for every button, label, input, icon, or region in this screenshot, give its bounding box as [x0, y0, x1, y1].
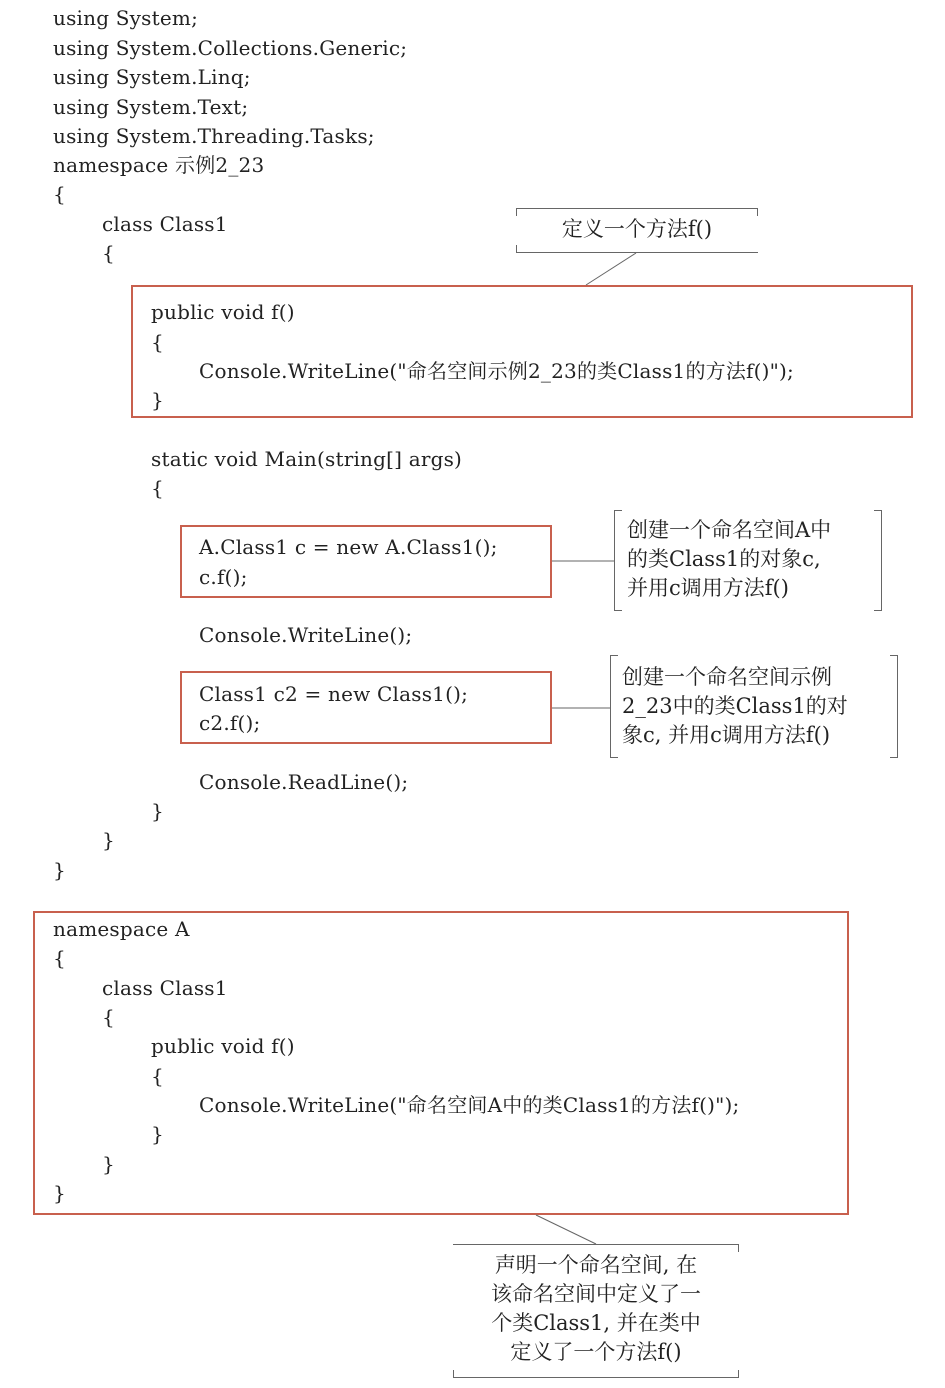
code-line-a-class1-new: A.Class1 c = new A.Class1();: [199, 535, 498, 559]
code-line-brace: }: [53, 1181, 66, 1205]
code-line-console-writeline-2: Console.WriteLine("命名空间A中的类Class1的方法f()");: [199, 1093, 740, 1117]
code-line-console-readline: Console.ReadLine();: [199, 770, 409, 794]
code-line-class1-c2-new: Class1 c2 = new Class1();: [199, 682, 469, 706]
code-line-class1: class Class1: [102, 212, 228, 236]
code-line-public-void-f: public void f(): [151, 1034, 295, 1058]
code-line-using-collections: using System.Collections.Generic;: [53, 36, 408, 60]
code-line-console-writeline-empty: Console.WriteLine();: [199, 623, 413, 647]
code-line-brace: }: [102, 1152, 115, 1176]
callout-1-text: 定义一个方法f(): [561, 217, 713, 241]
connector-line-4: [536, 1215, 596, 1244]
code-line-brace: {: [53, 946, 66, 970]
callout-4-text: 声明一个命名空间, 在 该命名空间中定义了一 个类Class1, 并在类中 定义了一个方法f(): [491, 1253, 701, 1364]
callout-1-bottom-bracket: [516, 245, 758, 253]
code-line-brace: {: [102, 241, 115, 265]
callout-2-right-bracket: [874, 510, 882, 611]
code-line-namespace-example: namespace 示例2_23: [53, 153, 265, 177]
code-line-class1: class Class1: [102, 976, 228, 1000]
code-line-namespace-a: namespace A: [53, 917, 190, 941]
code-line-brace: {: [53, 182, 66, 206]
code-line-public-void-f: public void f(): [151, 300, 295, 324]
code-line-console-writeline-1: Console.WriteLine("命名空间示例2_23的类Class1的方法f()");: [199, 359, 795, 383]
code-line-brace: {: [102, 1005, 115, 1029]
code-line-using-tasks: using System.Threading.Tasks;: [53, 124, 375, 148]
connector-line-1: [586, 253, 636, 285]
code-line-brace: }: [53, 858, 66, 882]
callout-3-right-bracket: [890, 655, 898, 758]
code-line-using-text: using System.Text;: [53, 95, 249, 119]
code-line-brace: }: [102, 828, 115, 852]
code-line-using-system: using System;: [53, 6, 199, 30]
callout-2-left-bracket: [614, 510, 622, 611]
code-line-using-linq: using System.Linq;: [53, 65, 251, 89]
callout-3-text: 创建一个命名空间示例 2_23中的类Class1的对 象c, 并用c调用方法f(): [622, 665, 848, 747]
code-line-brace: {: [151, 330, 164, 354]
code-line-brace: {: [151, 1064, 164, 1088]
code-line-brace: {: [151, 476, 164, 500]
callout-2-text: 创建一个命名空间A中 的类Class1的对象c, 并用c调用方法f(): [627, 518, 832, 600]
code-line-brace: }: [151, 388, 164, 412]
code-line-brace: }: [151, 799, 164, 823]
code-line-static-main: static void Main(string[] args): [151, 447, 463, 471]
callout-4-bottom-bracket: [453, 1370, 739, 1378]
code-line-brace: }: [151, 1122, 164, 1146]
callout-3-left-bracket: [610, 655, 618, 758]
code-line-c2-f: c2.f();: [199, 711, 261, 735]
code-line-c-f: c.f();: [199, 565, 248, 589]
